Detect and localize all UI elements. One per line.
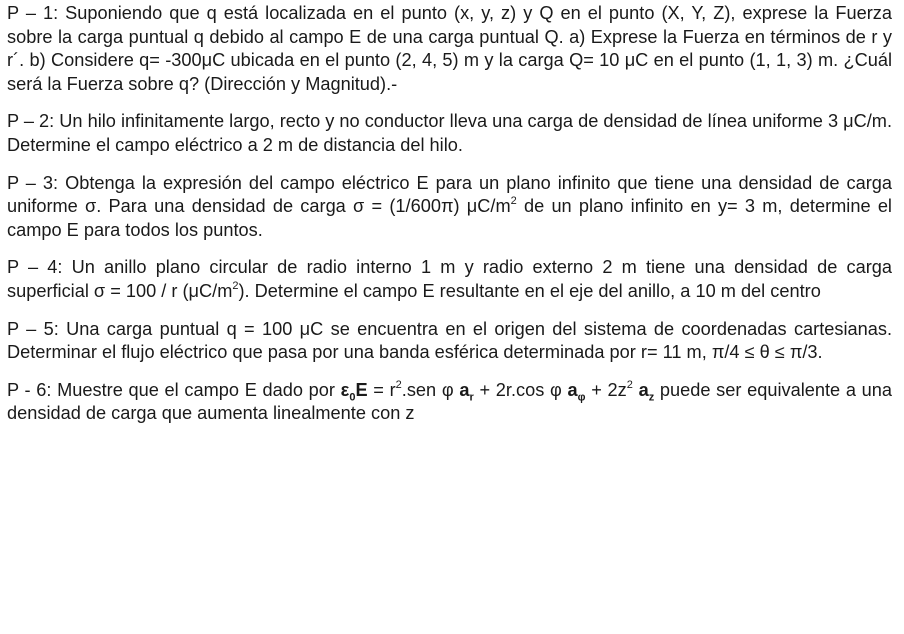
problem-3-text-a: P – 3: Obtenga la expresión del campo eléctrico E para un plano infinito que tiene una densidad de carga uniforme σ. Para una densidad de carga σ = (1/600π) μC/m [7,172,892,217]
problem-3 [7,172,892,243]
problem-6-text-e: + 2z [585,379,627,400]
unit-vector-ar [459,379,474,404]
unit-vector-aphi-letter: a [567,379,578,400]
problem-4-text-b: ). Determine el campo E resultante en el eje del anillo, a 10 m del centro [238,280,821,301]
problem-3-text-b: de un plano infinito en y= 3 m, determine el campo E para todos los puntos. [7,196,892,240]
problem-6-text-b: = r [367,379,396,400]
unit-vector-ar-letter: a [459,379,470,400]
problem-6-text-g: puede ser equivalente a una densidad de carga que aumenta linealmente con z [7,379,893,424]
problem-4-text-a: P – 4: Un anillo plano circular de radio interno 1 m y radio externo 2 m tiene una densidad de carga superficial σ = 100 / r (μC/m [7,257,892,301]
problem-6-superscript-2: 2 [626,378,633,391]
field-vector-E: E [355,379,368,400]
unit-vector-az-subscript: z [648,391,655,404]
problem-5-text: P – 5: Una carga puntual q = 100 μC se encuentra en el origen del sistema de coordenadas cartesianas. Determinar el flujo eléctrico que pasa por una banda esférica determinada por r= 11 m, π/4 ≤ θ ≤ π/3. [7,318,892,363]
problem-6-text-c: .sen φ [401,379,460,400]
problem-4 [7,256,892,303]
problem-6-text-d: + 2r.cos φ [473,379,568,400]
problem-6-text-a: P - 6: Muestre que el campo E dado por [7,379,341,400]
problem-5 [7,318,892,365]
problem-6 [7,379,892,426]
problem-3-superscript: 2 [510,195,517,208]
problem-2-text: P – 2: Un hilo infinitamente largo, recto y no conductor lleva una carga de densidad de línea uniforme 3 μC/m. Determine el campo eléctrico a 2 m de distancia del hilo. [7,111,892,155]
problem-6-superscript-1: 2 [395,378,402,391]
epsilon-letter: ε [340,379,350,400]
unit-vector-aphi [567,379,586,404]
unit-vector-az [638,379,655,404]
problem-2 [7,110,892,157]
epsilon-symbol [340,379,368,404]
problem-4-superscript: 2 [232,279,239,292]
unit-vector-az-letter: a [638,379,649,400]
unit-vector-aphi-subscript: φ [577,391,586,404]
unit-vector-ar-subscript: r [469,391,474,404]
problem-1-text: P – 1: Suponiendo que q está localizada en el punto (x, y, z) y Q en el punto (X, Y, Z), exprese la Fuerza sobre la carga puntual q debido al campo E de una carga puntual Q. a) Exprese la Fuerza en términos de r y r´. b) Considere q= -300μC ubicada en el punto (2, 4, 5) m y la carga Q= 10 μC en el punto (1, 1, 3) m. ¿Cuál será la Fuerza sobre q? (Dirección y Magnitud).- [7,3,892,94]
epsilon-subscript: 0 [349,391,356,404]
problem-1 [7,2,892,96]
